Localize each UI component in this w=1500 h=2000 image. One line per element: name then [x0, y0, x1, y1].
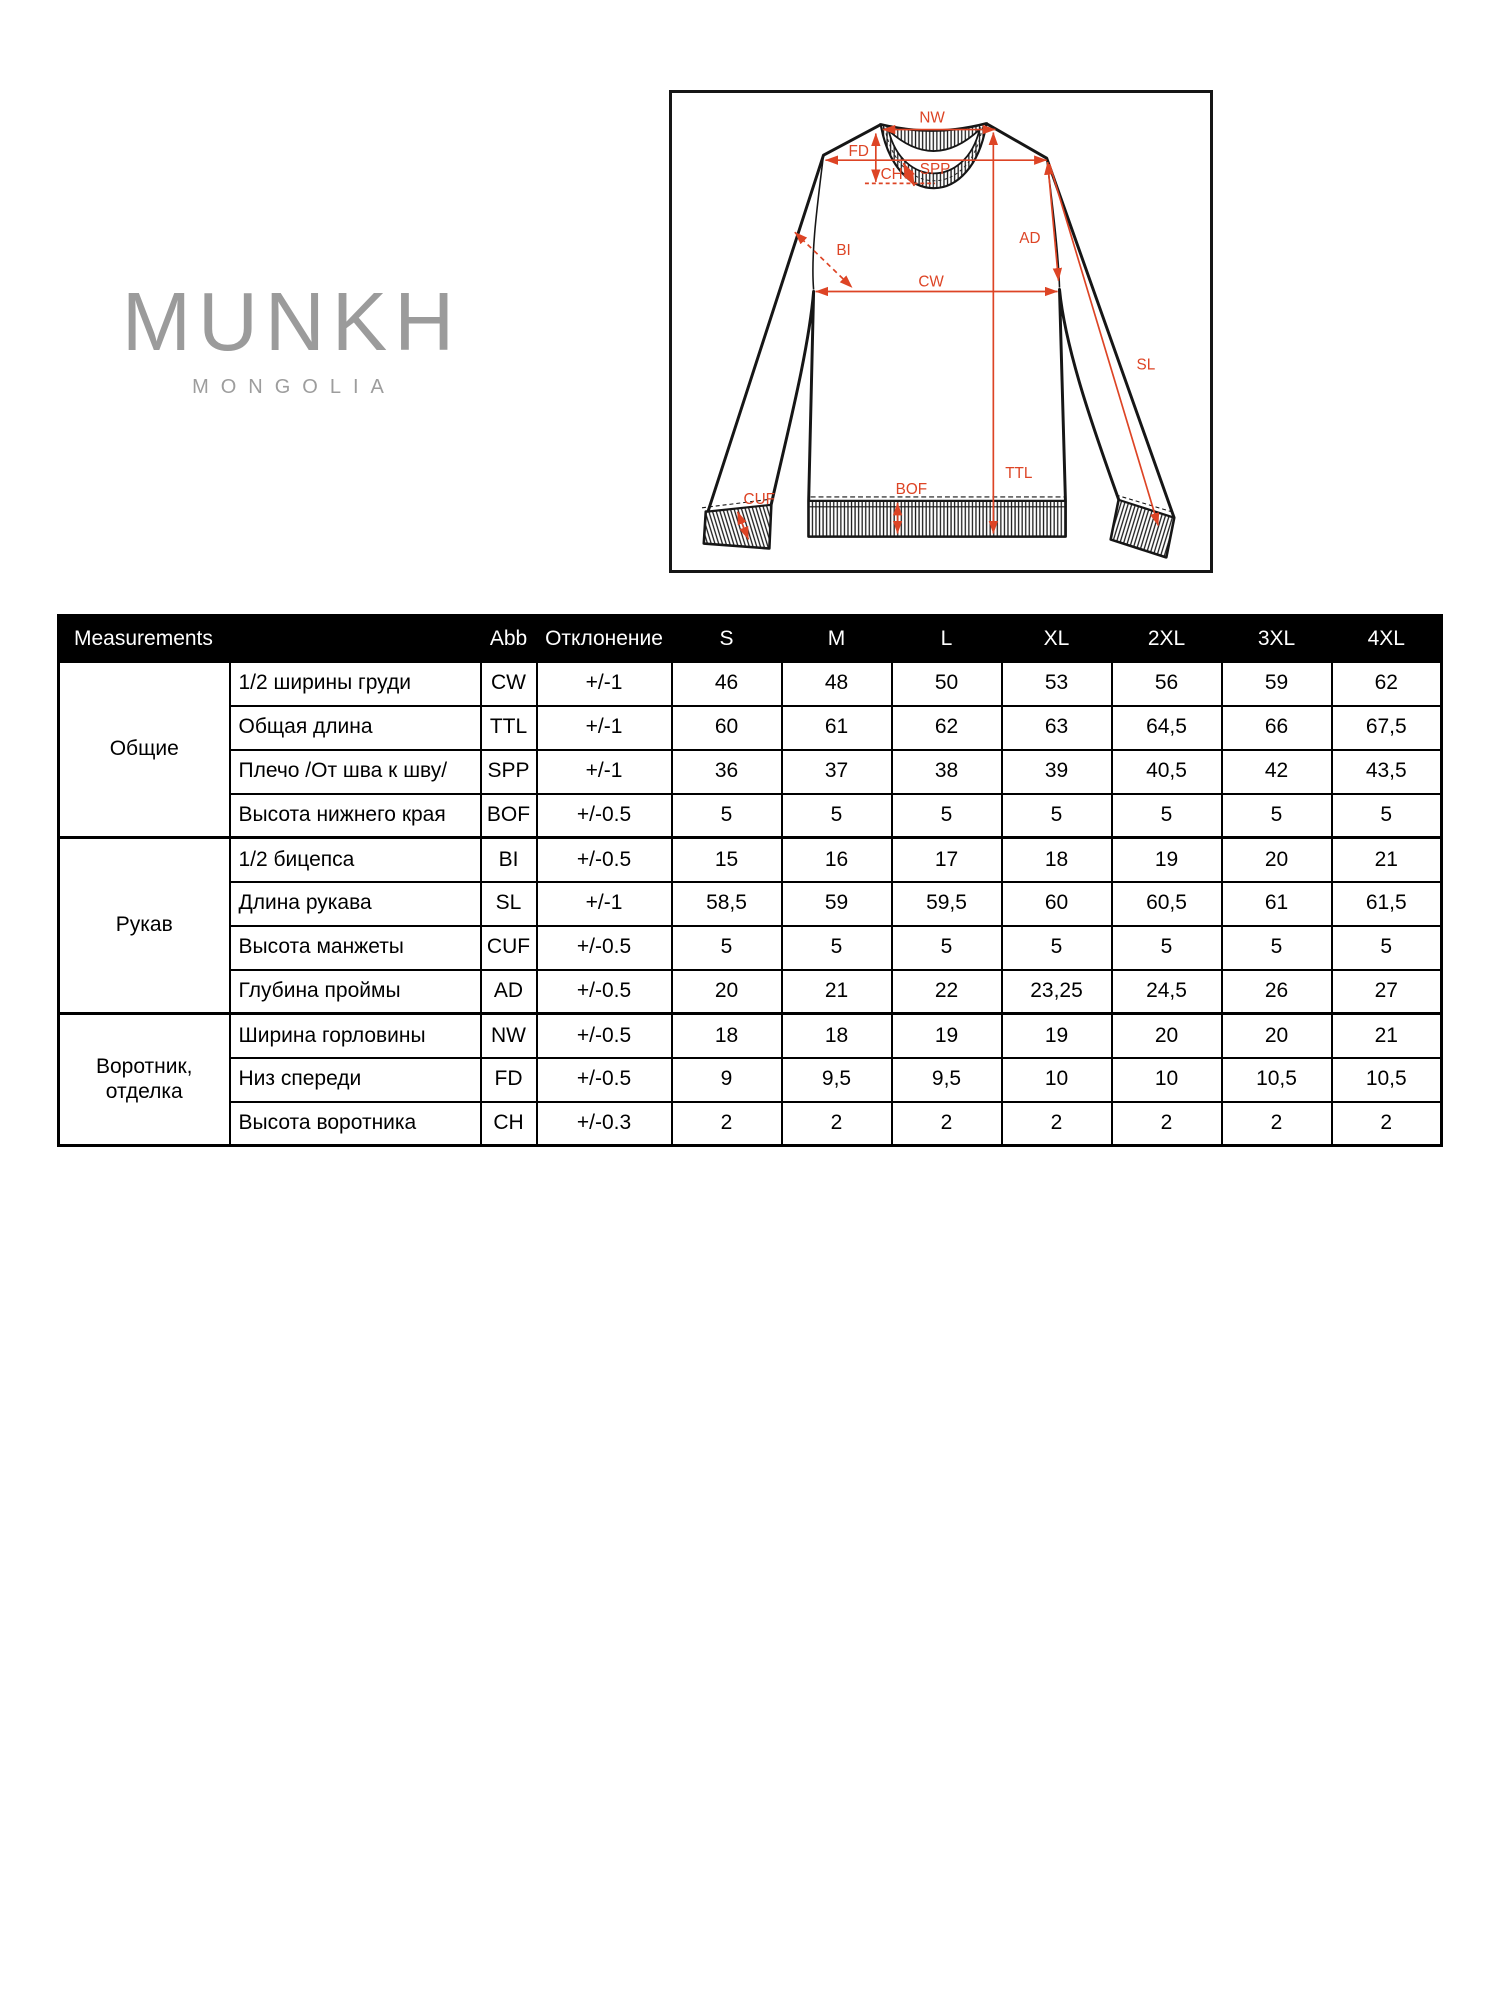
size-value-cell: 18 [1002, 838, 1112, 882]
size-col-header: S [672, 616, 782, 662]
size-value-cell: 42 [1222, 750, 1332, 794]
abb-col-header: Abb [481, 616, 537, 662]
size-value-cell: 21 [782, 970, 892, 1014]
size-value-cell: 5 [1002, 794, 1112, 838]
brand-name: MUNKH [121, 275, 462, 368]
size-value-cell: 64,5 [1112, 706, 1222, 750]
abbreviation-cell: CH [481, 1102, 537, 1146]
size-value-cell: 17 [892, 838, 1002, 882]
size-value-cell: 20 [672, 970, 782, 1014]
size-col-header: L [892, 616, 1002, 662]
deviation-col-header: Отклонение [537, 616, 672, 662]
measurement-name: 1/2 ширины груди [230, 662, 481, 706]
size-value-cell: 20 [1222, 1014, 1332, 1058]
measurement-row [59, 882, 1442, 926]
measurement-row [59, 750, 1442, 794]
measurements-col-header: Measurements [59, 616, 481, 662]
size-value-cell: 46 [672, 662, 782, 706]
size-value-cell: 10,5 [1332, 1058, 1442, 1102]
sweater-diagram-svg [672, 93, 1210, 570]
size-value-cell: 20 [1112, 1014, 1222, 1058]
size-value-cell: 36 [672, 750, 782, 794]
size-value-cell: 24,5 [1112, 970, 1222, 1014]
size-value-cell: 40,5 [1112, 750, 1222, 794]
size-value-cell: 21 [1332, 1014, 1442, 1058]
measurement-row [59, 794, 1442, 838]
abbreviation-cell: SPP [481, 750, 537, 794]
size-value-cell: 10 [1112, 1058, 1222, 1102]
deviation-cell: +/-1 [537, 662, 672, 706]
table-header-row [59, 616, 1442, 662]
size-value-cell: 61 [1222, 882, 1332, 926]
size-value-cell: 5 [892, 926, 1002, 970]
fd-label: FD [848, 143, 869, 161]
measurement-name: Глубина проймы [230, 970, 481, 1014]
group-label: Рукав [59, 838, 230, 1014]
size-value-cell: 62 [1332, 662, 1442, 706]
size-col-header: XL [1002, 616, 1112, 662]
size-value-cell: 2 [1332, 1102, 1442, 1146]
sl-label: SL [1136, 356, 1156, 374]
size-value-cell: 9,5 [782, 1058, 892, 1102]
size-value-cell: 9 [672, 1058, 782, 1102]
size-value-cell: 5 [672, 926, 782, 970]
size-value-cell: 61,5 [1332, 882, 1442, 926]
deviation-cell: +/-1 [537, 882, 672, 926]
cw-label: CW [918, 273, 944, 291]
measurement-row [59, 662, 1442, 706]
size-value-cell: 16 [782, 838, 892, 882]
size-value-cell: 59 [1222, 662, 1332, 706]
abbreviation-cell: CUF [481, 926, 537, 970]
ttl-label: TTL [1005, 465, 1033, 483]
size-value-cell: 39 [1002, 750, 1112, 794]
size-value-cell: 5 [1332, 794, 1442, 838]
size-value-cell: 2 [892, 1102, 1002, 1146]
size-value-cell: 5 [892, 794, 1002, 838]
size-value-cell: 60 [1002, 882, 1112, 926]
size-value-cell: 18 [672, 1014, 782, 1058]
abbreviation-cell: SL [481, 882, 537, 926]
size-value-cell: 19 [1002, 1014, 1112, 1058]
abbreviation-cell: CW [481, 662, 537, 706]
size-value-cell: 63 [1002, 706, 1112, 750]
group-label: Общие [59, 662, 230, 838]
size-value-cell: 19 [1112, 838, 1222, 882]
deviation-cell: +/-1 [537, 706, 672, 750]
measurement-name: Плечо /От шва к шву/ [230, 750, 481, 794]
brand-region: MONGOLIA [192, 376, 396, 398]
size-value-cell: 22 [892, 970, 1002, 1014]
ad-label: AD [1019, 230, 1041, 248]
bi-label: BI [836, 241, 851, 259]
size-value-cell: 5 [1112, 794, 1222, 838]
size-value-cell: 2 [672, 1102, 782, 1146]
abbreviation-cell: TTL [481, 706, 537, 750]
size-value-cell: 61 [782, 706, 892, 750]
size-value-cell: 5 [782, 794, 892, 838]
cuf-label: CUF [743, 490, 776, 508]
measurement-name: Низ спереди [230, 1058, 481, 1102]
size-value-cell: 2 [1112, 1102, 1222, 1146]
deviation-cell: +/-0.5 [537, 926, 672, 970]
size-value-cell: 58,5 [672, 882, 782, 926]
size-col-header: 2XL [1112, 616, 1222, 662]
deviation-cell: +/-0.5 [537, 794, 672, 838]
size-value-cell: 5 [782, 926, 892, 970]
abbreviation-cell: FD [481, 1058, 537, 1102]
size-value-cell: 10 [1002, 1058, 1112, 1102]
measurement-row [59, 970, 1442, 1014]
size-value-cell: 5 [1222, 794, 1332, 838]
size-value-cell: 53 [1002, 662, 1112, 706]
deviation-cell: +/-0.5 [537, 1014, 672, 1058]
measurement-row [59, 838, 1442, 882]
measurement-name: Высота нижнего края [230, 794, 481, 838]
size-value-cell: 21 [1332, 838, 1442, 882]
deviation-cell: +/-1 [537, 750, 672, 794]
size-value-cell: 5 [1332, 926, 1442, 970]
size-value-cell: 66 [1222, 706, 1332, 750]
size-value-cell: 59,5 [892, 882, 1002, 926]
measurement-name: Высота воротника [230, 1102, 481, 1146]
size-value-cell: 67,5 [1332, 706, 1442, 750]
spp-label: SPP [919, 160, 951, 178]
abbreviation-cell: NW [481, 1014, 537, 1058]
size-value-cell: 37 [782, 750, 892, 794]
measurement-name: Высота манжеты [230, 926, 481, 970]
diagram-panel [669, 90, 1213, 573]
deviation-cell: +/-0.5 [537, 838, 672, 882]
nw-label: NW [919, 109, 945, 127]
size-value-cell: 5 [1222, 926, 1332, 970]
size-value-cell: 5 [1002, 926, 1112, 970]
size-value-cell: 5 [1112, 926, 1222, 970]
size-value-cell: 23,25 [1002, 970, 1112, 1014]
size-col-header: 3XL [1222, 616, 1332, 662]
size-value-cell: 27 [1332, 970, 1442, 1014]
bof-label: BOF [895, 480, 928, 498]
size-col-header: 4XL [1332, 616, 1442, 662]
size-value-cell: 19 [892, 1014, 1002, 1058]
deviation-cell: +/-0.5 [537, 1058, 672, 1102]
size-col-header: M [782, 616, 892, 662]
size-value-cell: 43,5 [1332, 750, 1442, 794]
size-value-cell: 5 [672, 794, 782, 838]
size-chart-table [57, 614, 1443, 1147]
brand-logo [118, 275, 462, 398]
size-value-cell: 2 [1222, 1102, 1332, 1146]
size-value-cell: 60,5 [1112, 882, 1222, 926]
measurement-name: Ширина горловины [230, 1014, 481, 1058]
ch-label: CH [880, 165, 903, 183]
size-value-cell: 56 [1112, 662, 1222, 706]
size-value-cell: 2 [782, 1102, 892, 1146]
size-value-cell: 10,5 [1222, 1058, 1332, 1102]
size-value-cell: 2 [1002, 1102, 1112, 1146]
size-value-cell: 15 [672, 838, 782, 882]
measurement-row [59, 1014, 1442, 1058]
deviation-cell: +/-0.3 [537, 1102, 672, 1146]
size-value-cell: 18 [782, 1014, 892, 1058]
size-value-cell: 9,5 [892, 1058, 1002, 1102]
measurement-name: 1/2 бицепса [230, 838, 481, 882]
size-value-cell: 60 [672, 706, 782, 750]
measurement-row [59, 1102, 1442, 1146]
abbreviation-cell: BI [481, 838, 537, 882]
size-value-cell: 59 [782, 882, 892, 926]
size-value-cell: 38 [892, 750, 1002, 794]
deviation-cell: +/-0.5 [537, 970, 672, 1014]
size-value-cell: 50 [892, 662, 1002, 706]
left-cuff-rib [704, 505, 771, 548]
measurement-row [59, 1058, 1442, 1102]
size-value-cell: 62 [892, 706, 1002, 750]
size-value-cell: 20 [1222, 838, 1332, 882]
size-value-cell: 26 [1222, 970, 1332, 1014]
measurement-name: Общая длина [230, 706, 481, 750]
abbreviation-cell: BOF [481, 794, 537, 838]
group-label: Воротник, отделка [59, 1014, 230, 1146]
measurement-row [59, 706, 1442, 750]
abbreviation-cell: AD [481, 970, 537, 1014]
size-value-cell: 48 [782, 662, 892, 706]
measurement-row [59, 926, 1442, 970]
measurement-name: Длина рукава [230, 882, 481, 926]
